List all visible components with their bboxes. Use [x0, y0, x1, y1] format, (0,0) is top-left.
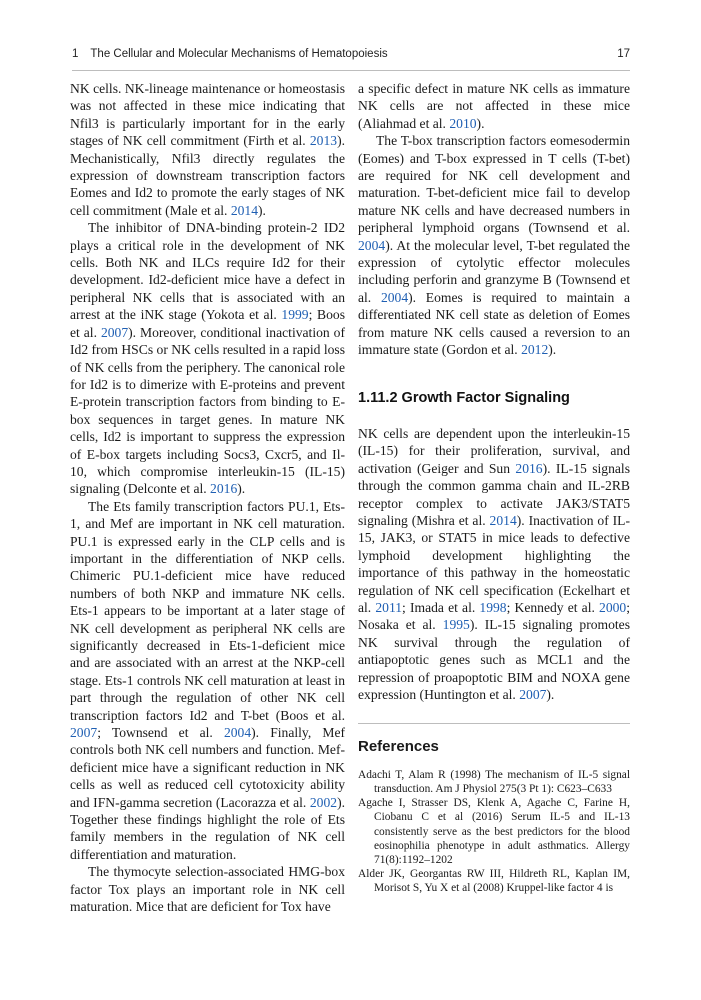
citation-link[interactable]: 2002	[309, 794, 338, 810]
page-number: 17	[617, 48, 630, 60]
paragraph	[358, 80, 630, 132]
left-column	[70, 80, 345, 916]
paragraph	[358, 132, 630, 358]
paragraph-text: The Ets family transcription factors PU.1, Ets-1, and Mef are important in NK cell maturation. PU.1 is expressed early in the CLP cells and is important in the differentiation of NKP cells. Chimeric PU.1-deficient mice have reduced numbers of both NKP and immature NK cells. Ets-1 appears to be important at a later stage of NK cell development as peripheral NK cells are significantly decreased in Ets-1-deficient mice and are associated with an arrest at the NKP-cell stage. Ets-1 controls NK cell maturation at least in part through the regulation of other NK cell transcription factors Id2 and T-bet (Boos et al.	[70, 498, 345, 723]
chapter-number: 1	[72, 48, 79, 60]
citation-link[interactable]: 2011	[375, 599, 403, 615]
citation-link[interactable]: 2007	[70, 725, 98, 741]
paragraph-text: ; Nosaka et al.	[358, 599, 630, 633]
paragraph-text: ).	[546, 687, 555, 702]
paragraph-text: ). Eomes is required to maintain a differentiated NK cell state as deletion of Eomes from mature NK cells caused a reversion to an immature state (Gordon et al.	[358, 289, 631, 358]
citation-link[interactable]: 2000	[599, 599, 627, 615]
citation-link[interactable]: 2012	[521, 342, 549, 358]
paragraph-text: ). IL-15 signaling promotes NK survival through the regulation of antiapoptotic genes such as MCL1 and the repression of proapoptotic BIM and NOXA gene expression (Huntington et al.	[358, 617, 630, 702]
citation-link[interactable]: 2004	[358, 237, 386, 253]
paragraph-text: ; Kennedy et al.	[506, 599, 600, 615]
paragraph-text: NK cells. NK-lineage maintenance or homeostasis was not affected in these mice indicating that Nfil3 is particularly important for in the early stages of NK cell commitment (Firth et al.	[70, 81, 345, 149]
citation-link[interactable]: 2016	[515, 460, 543, 476]
paragraph-text: ). Finally, Mef controls both NK cell numbers and function. Mef-deficient mice have a significant reduction in NK cells as well as reduced cell cytotoxicity ability and IFN-gamma secretion (Lacorazza et al.	[70, 725, 346, 810]
citation-link[interactable]: 2004	[223, 725, 252, 741]
paragraph-text: ).	[237, 481, 246, 497]
citation-link[interactable]: 2010	[449, 115, 477, 131]
paragraph	[70, 80, 345, 219]
citation-link[interactable]: 2013	[309, 133, 338, 149]
paragraph-text: ). Inactivation of IL-15, JAK3, or STAT5 in mice leads to defective lymphoid development highlighting the importance of this pathway in the homeostatic regulation of NK cell specification (Eckelhart et al.	[358, 512, 630, 615]
citation-link[interactable]: 2014	[489, 512, 517, 528]
paragraph-text: ). Together these findings highlight the role of Ets family members in the regulation of NK cell differentiation and maturation.	[70, 794, 345, 862]
paragraph-text: a specific defect in mature NK cells as immature NK cells are not affected in these mice (Aliahmad et al.	[358, 81, 630, 131]
citation-link[interactable]: 2007	[100, 324, 129, 340]
paragraph-text: ). Moreover, conditional inactivation of Id2 from HSCs or NK cells resulted in a rapid loss of NK cells from the periphery. The canonical role for Id2 is to dimerize with E-proteins and prevent E-protein transcription factors from binding to E-box sequences in target genes. In mature NK cells, Id2 is important to suppress the expression of E-box targets including Socs3, Cxcr5, and Il-10, which compromise interleukin-15 (IL-15) signaling (Delconte et al.	[70, 324, 345, 497]
right-column	[358, 80, 630, 896]
paragraph-text: The T-box transcription factors eomesodermin (Eomes) and T-box expressed in T cells (T-bet) are required for NK cell development and maturation. T-bet-deficient mice fail to develop mature NK cells and have decreased numbers in peripheral lymphoid organs (Townsend et al.	[358, 133, 630, 236]
paragraph-text: ).	[476, 115, 485, 131]
paragraph-text: The thymocyte selection-associated HMG-box factor Tox plays an important role in NK cell maturation. Mice that are deficient for Tox have	[70, 864, 345, 915]
paragraph-text: ; Townsend et al.	[97, 725, 224, 741]
section-heading: 1.11.2 Growth Factor Signaling	[358, 389, 570, 406]
reference-entry: Agache I, Strasser DS, Klenk A, Agache C, Farine H, Ciobanu C et al (2016) Serum IL-5 and IL-13 consistently serve as the best predictors for the blood eosinophilia phenotype in adult asthmatics. Allergy 71(8):1192–1202	[358, 797, 630, 867]
citation-link[interactable]: 1995	[442, 617, 470, 633]
citation-link[interactable]: 2007	[519, 687, 547, 702]
paragraph-text: ). At the molecular level, T-bet regulated the expression of cytolytic effector molecules including perforin and granzyme B (Townsend et al.	[358, 237, 630, 305]
citation-link[interactable]: 2014	[230, 202, 258, 218]
paragraph	[358, 425, 630, 704]
citation-link[interactable]: 2004	[380, 289, 409, 305]
paragraph	[70, 863, 345, 915]
paragraph-text: ).	[258, 202, 266, 218]
citation-link[interactable]: 1999	[281, 307, 309, 323]
header-rule	[72, 70, 630, 71]
paragraph-text: NK cells are dependent upon the interleukin-15 (IL-15) for their proliferation, survival, and activation (Geiger and Sun	[358, 425, 630, 476]
paragraph-text: ; Imada et al.	[402, 599, 480, 615]
paragraph-text: ).	[548, 342, 557, 358]
references-heading: References	[358, 738, 439, 756]
reference-list	[358, 768, 630, 896]
paragraph-text: ). IL-15 signals through the common gamma chain and IL-2RB receptor complex to activate JAK3/STAT5 signaling (Mishra et al.	[358, 460, 630, 528]
citation-link[interactable]: 1998	[479, 599, 507, 615]
paragraph-text: ). Mechanistically, Nfil3 directly regulates the expression of downstream transcription factors Eomes and Id2 to promote the early stages of NK cell commitment (Male et al.	[70, 133, 345, 218]
paragraph-text: ; Boos et al.	[70, 307, 345, 340]
reference-entry: Alder JK, Georgantas RW III, Hildreth RL, Kaplan IM, Morisot S, Yu X et al (2008) Kruppel-like factor 4 is	[358, 868, 630, 895]
citation-link[interactable]: 2016	[210, 481, 238, 497]
reference-entry: Adachi T, Alam R (1998) The mechanism of IL-5 signal transduction. Am J Physiol 275(3 Pt 1): C623–C633	[358, 768, 630, 796]
paragraph-text: The inhibitor of DNA-binding protein-2 ID2 plays a critical role in the development of NK cells. Both NK and ILCs require Id2 for their development. Id2-deficient mice have a defect in peripheral NK cells that is associated with an arrest at the iNK stage (Yokota et al.	[70, 220, 345, 323]
references-rule	[358, 723, 630, 724]
paragraph	[70, 498, 345, 864]
running-head	[72, 48, 630, 60]
paragraph	[70, 219, 345, 498]
chapter-title: The Cellular and Molecular Mechanisms of Hematopoiesis	[90, 48, 388, 60]
